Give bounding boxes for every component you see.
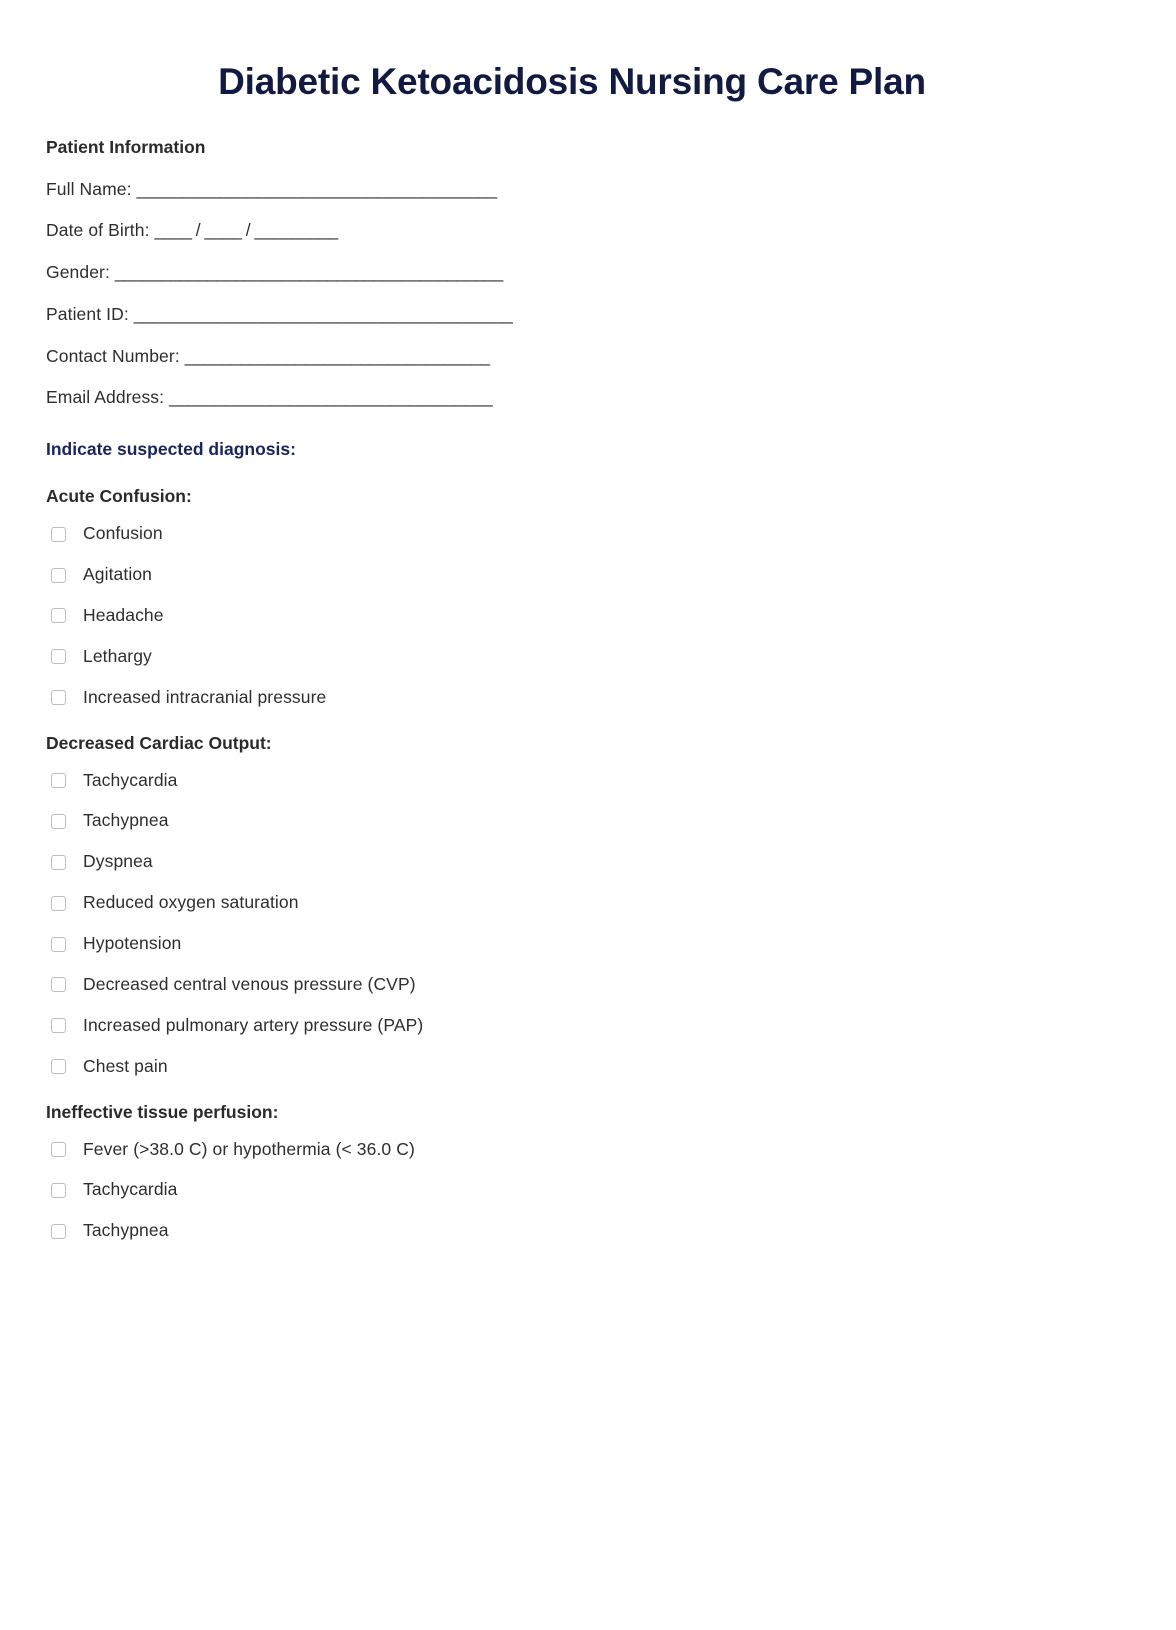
checkbox-icon[interactable]: [51, 690, 66, 705]
checkbox-label: Agitation: [83, 564, 153, 585]
patient-field-blank[interactable]: ____ / ____ / _________: [154, 220, 338, 241]
checkbox-row[interactable]: [46, 646, 1098, 668]
checkbox-icon[interactable]: [51, 1183, 66, 1198]
patient-field-label: Email Address:: [46, 387, 165, 408]
checkbox-label: Decreased central venous pressure (CVP): [83, 973, 416, 994]
diagnosis-groups: [46, 486, 1098, 1242]
checkbox-label: Tachypnea: [83, 1220, 169, 1241]
checkbox-icon[interactable]: [51, 814, 66, 829]
checkbox-icon[interactable]: [51, 937, 66, 952]
patient-field-row: [46, 303, 1098, 326]
checkbox-row[interactable]: [46, 564, 1098, 586]
patient-field-label: Date of Birth:: [46, 220, 150, 241]
patient-field-label: Full Name:: [46, 178, 132, 199]
patient-field-blank[interactable]: _______________________________________: [136, 178, 497, 199]
checkbox-label: Dyspnea: [83, 851, 153, 872]
checkbox-label: Increased pulmonary artery pressure (PAP): [83, 1014, 424, 1035]
patient-field-row: [46, 386, 1098, 409]
patient-field-label: Patient ID:: [46, 303, 129, 324]
patient-field-blank[interactable]: _________________________________________: [133, 303, 513, 324]
patient-field-blank[interactable]: ___________________________________: [169, 387, 493, 408]
checkbox-icon[interactable]: [51, 527, 66, 542]
patient-field-blank[interactable]: __________________________________________: [114, 262, 503, 283]
patient-information-heading: Patient Information: [46, 136, 206, 157]
checkbox-row[interactable]: [46, 1056, 1098, 1078]
patient-information-fields: [46, 178, 1098, 410]
diagnosis-group-title: Decreased Cardiac Output:: [46, 732, 272, 753]
checkbox-icon[interactable]: [51, 649, 66, 664]
checkbox-label: Lethargy: [83, 645, 152, 666]
checkbox-row[interactable]: [46, 851, 1098, 873]
checkbox-icon[interactable]: [51, 1018, 66, 1033]
checkbox-label: Fever (>38.0 C) or hypothermia (< 36.0 C): [83, 1138, 415, 1159]
diagnosis-group-title: Acute Confusion:: [46, 486, 192, 507]
patient-field-row: [46, 345, 1098, 368]
checkbox-icon[interactable]: [51, 977, 66, 992]
checkbox-label: Reduced oxygen saturation: [83, 892, 299, 913]
checkbox-label: Increased intracranial pressure: [83, 686, 327, 707]
patient-field-blank[interactable]: _________________________________: [184, 345, 490, 366]
checkbox-label: Tachycardia: [83, 769, 178, 790]
checkbox-icon[interactable]: [51, 1224, 66, 1239]
checkbox-label: Confusion: [83, 523, 163, 544]
diagnosis-group-title: Ineffective tissue perfusion:: [46, 1101, 279, 1122]
patient-field-label: Gender:: [46, 262, 110, 283]
checkbox-label: Tachypnea: [83, 810, 169, 831]
checkbox-icon[interactable]: [51, 1142, 66, 1157]
checkbox-row[interactable]: [46, 933, 1098, 955]
checkbox-label: Chest pain: [83, 1055, 168, 1076]
checkbox-row[interactable]: [46, 1179, 1098, 1201]
patient-information-section: [46, 137, 1098, 410]
checkbox-row[interactable]: [46, 687, 1098, 709]
diagnosis-group: [46, 486, 1098, 708]
patient-field-row: [46, 178, 1098, 201]
patient-field-row: [46, 261, 1098, 284]
diagnosis-group: [46, 733, 1098, 1078]
checkbox-row[interactable]: [46, 1139, 1098, 1161]
diagnosis-group: [46, 1102, 1098, 1243]
checkbox-icon[interactable]: [51, 1059, 66, 1074]
checkbox-row[interactable]: [46, 605, 1098, 627]
checkbox-row[interactable]: [46, 1220, 1098, 1242]
checkbox-icon[interactable]: [51, 773, 66, 788]
checkbox-icon[interactable]: [51, 568, 66, 583]
checkbox-row[interactable]: [46, 523, 1098, 545]
checkbox-icon[interactable]: [51, 608, 66, 623]
page-title: Diabetic Ketoacidosis Nursing Care Plan: [218, 61, 926, 102]
patient-field-row: [46, 219, 1098, 242]
checkbox-row[interactable]: [46, 1015, 1098, 1037]
checkbox-row[interactable]: [46, 892, 1098, 914]
checkbox-icon[interactable]: [51, 896, 66, 911]
checkbox-icon[interactable]: [51, 855, 66, 870]
checkbox-label: Tachycardia: [83, 1179, 178, 1200]
indicate-suspected-diagnosis-heading: Indicate suspected diagnosis:: [46, 439, 296, 460]
checkbox-label: Headache: [83, 604, 164, 625]
checkbox-row[interactable]: [46, 974, 1098, 996]
patient-field-label: Contact Number:: [46, 345, 180, 366]
checkbox-row[interactable]: [46, 770, 1098, 792]
checkbox-row[interactable]: [46, 810, 1098, 832]
checkbox-label: Hypotension: [83, 933, 182, 954]
